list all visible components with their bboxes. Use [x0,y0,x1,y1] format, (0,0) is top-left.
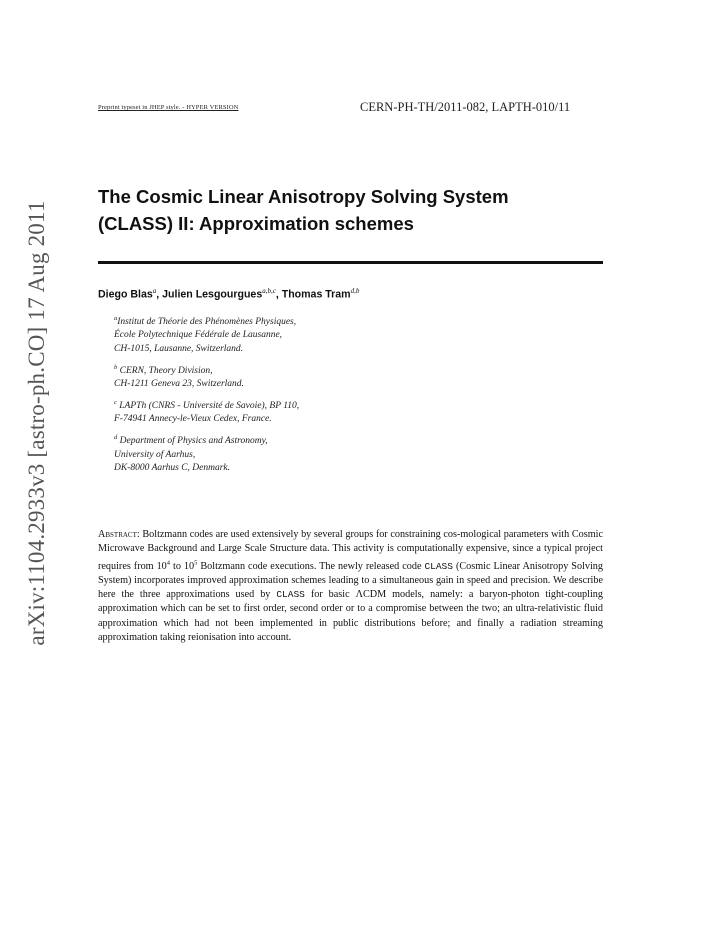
title-line-2: (CLASS) II: Approximation schemes [98,213,414,234]
affil-line: DK-8000 Aarhus C, Denmark. [114,462,231,473]
affil-line: École Polytechnique Fédérale de Lausanne, [114,330,283,341]
affil-line: LAPTh (CNRS - Université de Savoie), BP 110, [119,400,300,411]
affil-line: CH-1211 Geneva 23, Switzerland. [114,379,244,389]
affil-line: CH-1015, Lausanne, Switzerland. [114,343,244,354]
abstract-text: Boltzmann code executions. The newly released code [197,560,425,572]
affil-mark: b [114,363,118,371]
paper-title [98,183,608,237]
affiliation-list [114,312,494,480]
exponent: 5 [194,559,198,567]
author-separator: , [275,288,282,301]
affil-mark: d [114,434,118,442]
affil-mark: a [114,315,118,322]
preprint-note: Preprint typeset in JHEP style. - HYPER VERSION [98,104,239,111]
abstract-body [98,529,603,643]
affil-line: F-74941 Annecy-le-Vieux Cedex, France. [114,414,272,425]
affil-line: University of Aarhus, [114,449,196,460]
abstract-text: to 10 [170,560,195,572]
affil-line: Department of Physics and Astronomy, [119,436,268,447]
abstract-text: : Boltzmann codes are used extensively by several groups for constraining cos-mological parameters with Cosmic Microwave Background and Large Scale Structure data. This activity is computationally expensive, since a typical project requires from 10 [98,529,603,572]
author-separator: , [156,288,163,301]
abstract-text: (Cosmic Linear Anisotropy Solving System) incorporates improved approximation schemes leading to a simultaneous gain in speed and precision. We describe here the three approximations used by [98,560,603,601]
code-name: CLASS [424,560,453,572]
title-line-1: The Cosmic Linear Anisotropy Solving System [98,186,509,207]
author-name: Thomas Tram [281,288,351,301]
abstract [98,528,603,645]
author-affil-mark: a,b,c [262,287,276,295]
affiliation-b [114,361,494,392]
abstract-label: Abstract [98,529,137,540]
affil-line: CERN, Theory Division, [119,365,213,376]
author-name: Diego Blas [98,288,153,301]
affil-line: Institut de Théorie des Phénomènes Physiques, [117,317,297,328]
affiliation-a [114,312,494,356]
code-name: CLASS [276,589,305,601]
abstract-text: for basic ΛCDM models, namely: a baryon-photon tight-coupling approximation which can be set to first order, second order or to a compromise between the two; an ultra-relativistic fluid approximation which had not been implemented in public distributions before; and finally a radiation streaming approximation taking reionisation into account. [98,589,603,643]
author-name: Julien Lesgourgues [162,288,263,301]
author-list [98,287,359,301]
affiliation-d [114,431,494,475]
author-affil-mark: a [152,287,157,295]
title-rule [98,261,603,264]
exponent: 4 [166,559,171,567]
affiliation-c [114,396,494,427]
author-affil-mark: d,b [350,287,360,295]
affil-mark: c [114,398,117,406]
arxiv-stamp: arXiv:1104.2933v3 [astro-ph.CO] 17 Aug 2011 [24,200,49,646]
report-numbers: CERN-PH-TH/2011-082, LAPTH-010/11 [360,100,571,114]
